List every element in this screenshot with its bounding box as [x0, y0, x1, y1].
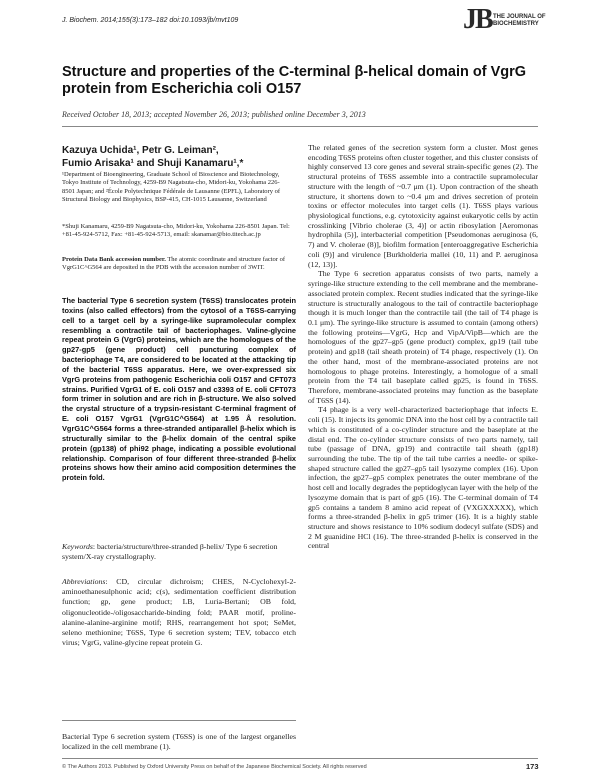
- body-column-right: [308, 143, 538, 551]
- copyright-notice: © The Authors 2013. Published by Oxford University Press on behalf of the Japanese Biochemical Society. All rights reserved: [62, 764, 367, 770]
- column-divider: [62, 720, 296, 721]
- keywords-label: Keywords: [62, 542, 93, 551]
- pdb-label: Protein Data Bank accession number.: [62, 256, 166, 263]
- body-paragraph: T4 phage is a very well-characterized bacteriophage that infects E. coli (15). It injects its genomic DNA into the host cell by a contractile tail which is constituted of a co-cylinder structure and the baseplate at the distal end. The co-cylinder structure consists of two parts namely, tail tube (passage of DNA, gp19) and contractile tail sheath (gp18) surrounding the tube. The tip of the tail tube carries a needle- or spike-shaped structure called the gp27–gp5 tail lysozyme complex (16). Upon infection, the gp27–gp5 complex penetrates the outer membrane of the host cell and locally degrades the peptidoglycan layer with the help of the lysozyme domain that is part of gp5 (16). The C-terminal domain of T4 gp5 contains a tandem 8 amino acid repeat of (VXGXXXXX), which forms a three-stranded β-helix in gp5 trimer (16). It is a highly stable structure and shows resistance to 10% sodium dodecyl sulfate (SDS) and 2 M guanidine HCl (16). The three-stranded β-helix is conserved in the central: [308, 405, 538, 551]
- keywords: [62, 542, 296, 562]
- footer-divider: [62, 758, 538, 759]
- affiliations: ¹Department of Bioengineering, Graduate School of Bioscience and Biotechnology, Tokyo Institute of Technology, 4259-B9 Nagatsuta-cho, Midori-ku, Yokohama 226-8501 Japan; and ²École Polytechnique Fédérale de Lausanne (EPFL), Laboratory of Structural Biology and Biophysics, BSP-415, CH-1015 Lausanne, Switzerland: [62, 171, 281, 204]
- authors-line-2: Fumio Arisaka¹ and Shuji Kanamaru¹,*: [62, 158, 244, 169]
- header-divider: [62, 126, 538, 127]
- abbreviations-label: Abbreviations: [62, 577, 106, 586]
- logo-mark: JB: [463, 4, 492, 35]
- logo-line-2: BIOCHEMISTRY: [493, 21, 539, 27]
- body-paragraph: The Type 6 secretion apparatus consists of two parts, namely a syringe-like structure extending to the cell membrane and the membrane-associated protein complex. Recent studies indicated that the syringe-like structure is structurally analogous to the tail of contractile bacteriophage though it is much longer than the contractile tail (the tail of T4 phage is 0.1 μm). The syringe-like structure is assumed to contain (among others) the following proteins—VgrG, Hcp and VipA/VipB—which are the homologues of the gp27–gp5 (gene product) complex, gp19 (tail tube protein) and gp18 (tail sheath protein) of T4 phage, respectively (1). On the other hand, most of the membrane-associated proteins are not homologous to phage proteins. Interestingly, a homologue of a small protein from the T4 tail baseplate called gp25, is found in T6SS. Therefore, membrane-associated proteins may function as the baseplate of T6SS (14).: [308, 269, 538, 405]
- keywords-text: : bacteria/structure/three-stranded β-helix/ Type 6 secretion system/X-ray crystallography.: [62, 542, 278, 562]
- pdb-text: The atomic coordinate and structure factor of VgrG1C^G564 are deposited in the PDB with the accession number of 3WIT.: [62, 256, 286, 272]
- abbreviations: [62, 577, 296, 648]
- authors-line-1: Kazuya Uchida¹, Petr G. Leiman²,: [62, 145, 219, 156]
- journal-logo: [463, 6, 547, 36]
- abbreviations-text: : CD, circular dichroism; CHES, N-Cyclohexyl-2-aminoethanesulphonic acid; c(s), sedimentation coefficient distribution function; gp, gene product; LB, Luria-Bertani; OB fold, oligonucleotide-/oligosaccharide-binding fold; PAAR motif, proline-alanine-alanine-arginine motif; RHS, rearrangement hot spot; SeMet, seleno methionine; T6SS, Type 6 secretion system; TEV, tobacco etch virus; VgrG, valine-glycine repeat protein G.: [62, 577, 296, 648]
- logo-text: [493, 14, 546, 28]
- introduction-start: Bacterial Type 6 secretion system (T6SS) is one of the largest organelles localized in the cell membrane (1).: [62, 732, 296, 752]
- author-list: [62, 144, 292, 170]
- pdb-accession: [62, 256, 290, 273]
- logo-line-1: THE JOURNAL OF: [493, 14, 546, 20]
- journal-citation: J. Biochem. 2014;155(3):173–182 doi:10.1093/jb/mvt109: [62, 17, 239, 24]
- body-paragraph: The related genes of the secretion system form a cluster. Most genes encoding T6SS proteins often cluster together, and this cluster consists of highly conserved 13 core genes and several strain-specific genes (2). The structural proteins of T6SS assemble into a contractile supramolecular structure with the length of ~0.7 μm (1). Upon contraction of the sheath structure, it shortens down to ~0.4 μm and drives secretion of protein toxins or effector molecules into target cells (1). T6SS plays various physiological functions, e.g. cytotoxicity against eukaryotic cells by actin crosslinking [Vibrio cholerae (3, 4)] or actin ribosylation [Aeromonas hydrophila (5)], interbacterial competition [Pseudomonas aeruginosa (6, 7) and V. cholerae (8)], biofilm formation [enteroaggregative Escherichia coli (9)] and virulence [Burkholderia mallei (10, 11) and P. aeruginosa (12, 13)].: [308, 143, 538, 269]
- abstract: The bacterial Type 6 secretion system (T6SS) translocates protein toxins (also called effectors) from the cytosol of a T6SS-carrying cell to a target cell by a syringe-like supramolecular complex resembling a contractile tail of bacteriophages. Valine-glycine repeat protein G (VgrG) proteins, which are the homologues of the gp27-gp5 (gene product) cell puncturing complex of bacteriophage T4, are considered to be located at the attacking tip of the bacterial T6SS apparatus. Here, we over-expressed six VgrG proteins from pathogenic Escherichia coli O157 and CFT073 strains. Purified VgrG1 of E. coli O157 and c3393 of E. coli CFT073 form trimer in solution and are rich in β-structure. We also solved the crystal structure of a trypsin-resistant C-terminal fragment of E. coli O157 VgrG1 (VgrG1C^G564) at 1.95 Å resolution. VgrG1C^G564 forms a three-stranded antiparallel β-helix which is structurally similar to the β-helix domain of the central spike protein (gp138) of phi92 phage, indicating a possible evolutional relationship. Comparison of four different three-stranded β-helix proteins shows how their amino acid composition determines the protein fold.: [62, 296, 296, 483]
- received-dates: Received October 18, 2013; accepted November 26, 2013; published online December 3, 2013: [62, 110, 366, 119]
- article-title: Structure and properties of the C-terminal β-helical domain of VgrG protein from Escherichia coli O157: [62, 64, 527, 97]
- correspondence: *Shuji Kanamaru, 4259-B9 Nagatsuta-cho, Midori-ku, Yokohama 226-8501 Japan. Tel: +81-45-924-5712, Fax: +81-45-924-5713, email: skanamar@bio.titech.ac.jp: [62, 223, 290, 239]
- page-number: 173: [526, 762, 539, 771]
